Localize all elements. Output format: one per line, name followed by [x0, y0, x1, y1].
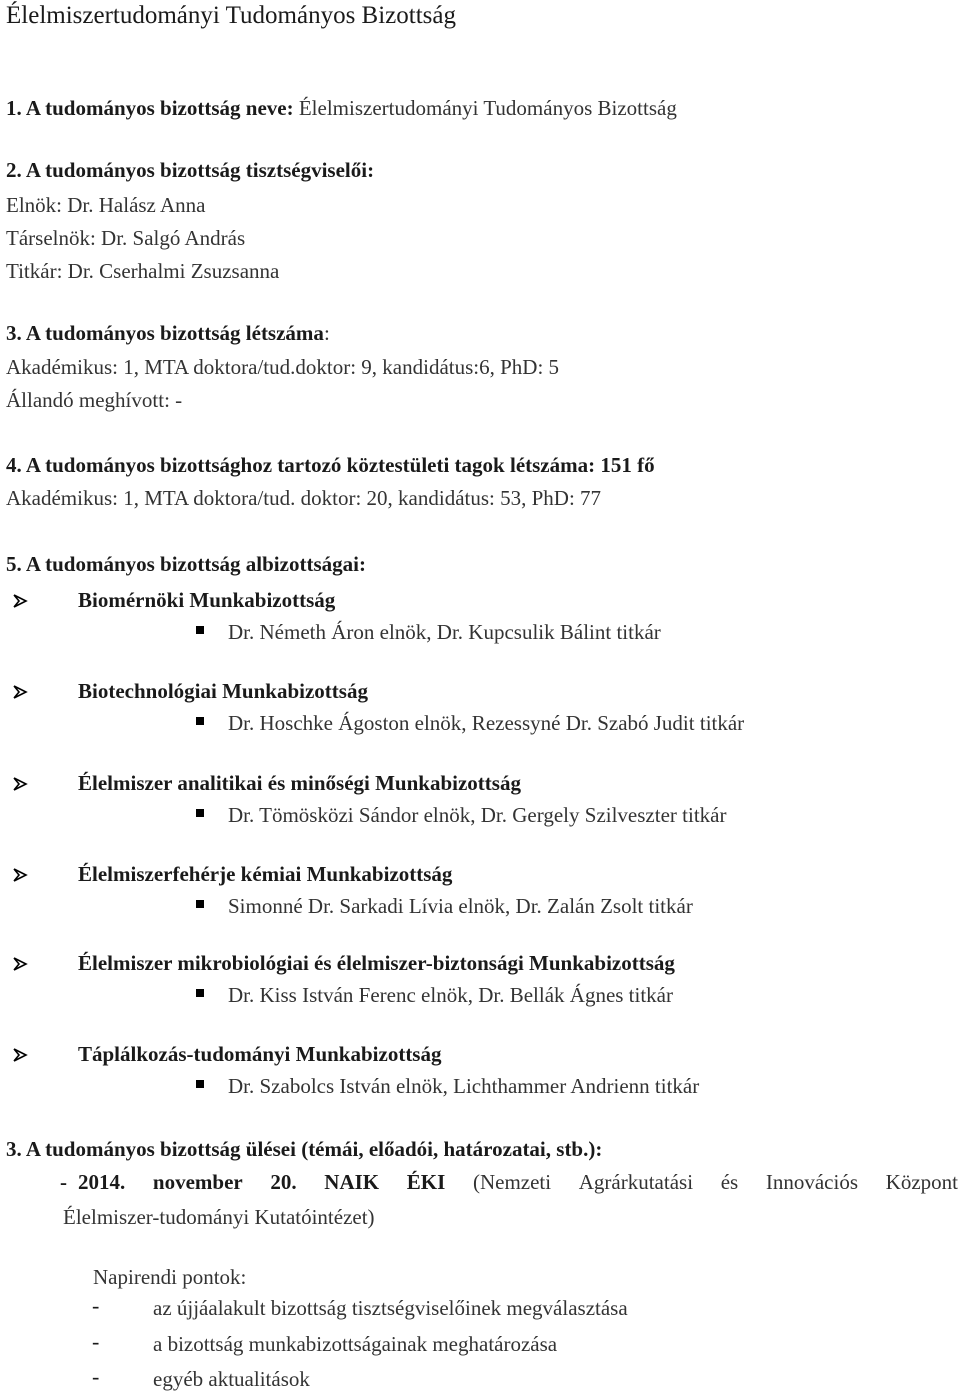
- section-3-heading: 3. A tudományos bizottság létszáma: [6, 321, 324, 345]
- agenda-dash: -: [92, 1293, 100, 1318]
- square-bullet-icon: [196, 900, 204, 908]
- chevron-arrow-icon: [12, 867, 28, 888]
- square-bullet-icon: [196, 717, 204, 725]
- subcommittee-members: Dr. Tömösközi Sándor elnök, Dr. Gergely Szilveszter titkár: [228, 803, 727, 827]
- subcommittee-name: Élelmiszerfehérje kémiai Munkabizottság: [78, 862, 453, 886]
- section-3-colon: :: [323, 321, 330, 345]
- officer-chair: Elnök: Dr. Halász Anna: [6, 193, 206, 217]
- subcommittee-name: Biomérnöki Munkabizottság: [78, 588, 336, 612]
- agenda-item: a bizottság munkabizottságainak meghatározása: [153, 1332, 558, 1356]
- subcommittee-name: Biotechnológiai Munkabizottság: [78, 679, 368, 703]
- meeting-word: ÉKI: [406, 1170, 446, 1194]
- meeting-word: Innovációs: [765, 1170, 859, 1194]
- square-bullet-icon: [196, 1080, 204, 1088]
- meeting-word: Központ: [885, 1170, 958, 1194]
- section-1-value: Élelmiszertudományi Tudományos Bizottság: [298, 96, 677, 120]
- subcommittee-members: Dr. Szabolcs István elnök, Lichthammer Andrienn titkár: [228, 1074, 700, 1098]
- agenda-title: Napirendi pontok:: [93, 1265, 247, 1289]
- meeting-word: 2014.: [78, 1170, 126, 1194]
- officer-cochair: Társelnök: Dr. Salgó András: [6, 226, 246, 250]
- section-4-heading: 4. A tudományos bizottsághoz tartozó köztestületi tagok létszáma: 151 fő: [6, 453, 655, 477]
- agenda-dash: -: [92, 1364, 100, 1389]
- meeting-word: Agrárkutatási: [578, 1170, 694, 1194]
- square-bullet-icon: [196, 989, 204, 997]
- subcommittee-members: Dr. Hoschke Ágoston elnök, Rezessyné Dr. Szabó Judit titkár: [228, 711, 745, 735]
- square-bullet-icon: [196, 626, 204, 634]
- subcommittee-members: Dr. Németh Áron elnök, Dr. Kupcsulik Bálint titkár: [228, 620, 661, 644]
- subcommittee-members: Dr. Kiss István Ferenc elnök, Dr. Bellák Ágnes titkár: [228, 983, 673, 1007]
- subcommittee-name: Élelmiszer mikrobiológiai és élelmiszer-biztonsági Munkabizottság: [78, 951, 675, 975]
- meeting-word: NAIK: [324, 1170, 380, 1194]
- section-1: [6, 96, 677, 121]
- section-5-heading: 5. A tudományos bizottság albizottságai:: [6, 552, 366, 576]
- agenda-item: egyéb aktualitások: [153, 1367, 310, 1391]
- chevron-arrow-icon: [12, 956, 28, 977]
- subcommittee-name: Élelmiszer analitikai és minőségi Munkabizottság: [78, 771, 521, 795]
- headcount-line: Akadémikus: 1, MTA doktora/tud.doktor: 9, kandidátus:6, PhD: 5: [6, 355, 560, 379]
- members-count-line: Akadémikus: 1, MTA doktora/tud. doktor: 20, kandidátus: 53, PhD: 77: [6, 486, 602, 510]
- chevron-arrow-icon: [12, 1047, 28, 1068]
- chevron-arrow-icon: [12, 684, 28, 705]
- agenda-item: az újjáalakult bizottság tisztségviselőinek megválasztása: [153, 1296, 628, 1320]
- meeting-line: [78, 1170, 958, 1195]
- meetings-heading: 3. A tudományos bizottság ülései (témái, előadói, határozatai, stb.):: [6, 1137, 603, 1161]
- section-2-heading: 2. A tudományos bizottság tisztségviselői:: [6, 158, 375, 182]
- meeting-line-2: Élelmiszer-tudományi Kutatóintézet): [63, 1205, 375, 1229]
- meeting-word: november: [152, 1170, 243, 1194]
- invited-line: Állandó meghívott: -: [6, 388, 183, 412]
- chevron-arrow-icon: [12, 776, 28, 797]
- meeting-word: és: [720, 1170, 739, 1194]
- section-1-heading: 1. A tudományos bizottság neve:: [6, 96, 294, 120]
- meeting-dash: -: [60, 1170, 67, 1194]
- square-bullet-icon: [196, 809, 204, 817]
- agenda-dash: -: [92, 1329, 100, 1354]
- document-title: Élelmiszertudományi Tudományos Bizottság: [6, 2, 456, 29]
- subcommittee-name: Táplálkozás-tudományi Munkabizottság: [78, 1042, 442, 1066]
- meeting-word: 20.: [270, 1170, 297, 1194]
- officer-secretary: Titkár: Dr. Cserhalmi Zsuzsanna: [6, 259, 280, 283]
- meeting-word: (Nemzeti: [472, 1170, 552, 1194]
- chevron-arrow-icon: [12, 593, 28, 614]
- section-3-heading-line: [6, 321, 330, 346]
- subcommittee-members: Simonné Dr. Sarkadi Lívia elnök, Dr. Zalán Zsolt titkár: [228, 894, 693, 918]
